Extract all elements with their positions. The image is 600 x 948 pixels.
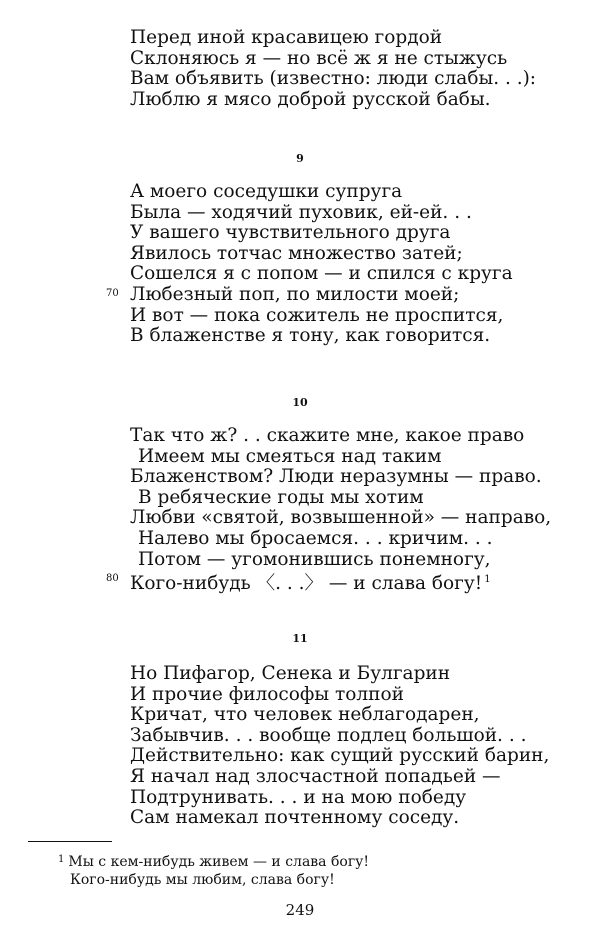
footnote-divider — [28, 841, 112, 842]
verse-line: У вашего чувствительного друга — [130, 222, 451, 244]
verse-line: А моего соседушки супруга — [130, 181, 403, 202]
verse-line: Перед иной красавицею гордой — [130, 27, 443, 48]
stanza-9 — [106, 181, 560, 347]
stanza-10 — [106, 425, 560, 595]
verse-line: Люблю я мясо доброй русской бабы. — [130, 88, 491, 110]
verse-line: Кричат, что человек неблагодарен, — [130, 704, 480, 726]
stanza-number: 11 — [292, 632, 308, 645]
verse-line: И вот — пока сожитель не проспится, — [130, 304, 504, 326]
verse-line: Так что ж? . . скажите мне, какое право — [130, 425, 525, 446]
verse-line: Налево мы бросаемся. . . кричим. . . — [138, 527, 493, 549]
verse-line: Имеем мы смеяться над таким — [138, 445, 442, 467]
verse-line: И прочие философы толпой — [130, 683, 404, 705]
verse-line: Сошелся я с попом — и спился с круга — [130, 263, 513, 285]
stanza-11 — [130, 664, 560, 829]
verse-text: Любезный поп, по милости моей; — [130, 283, 460, 305]
verse-line: Забывчив. . . вообще подлец большой. . . — [130, 724, 527, 746]
stanza-number: 10 — [292, 396, 308, 409]
verse-line: Склоняюсь я — но всё ж я не стыжусь — [130, 47, 508, 69]
verse-line: Блаженством? Люди неразумны — право. — [130, 466, 542, 488]
footnote-marker: 1 — [484, 574, 491, 586]
verse-line: Вам объявить (известно: люди слабы. . .): — [130, 68, 537, 90]
footnote-line: Кого-нибудь мы любим, слава богу! — [70, 872, 335, 888]
stanza-8-tail — [130, 28, 560, 110]
footnote — [58, 851, 369, 889]
verse-line-numbered — [106, 283, 560, 306]
verse-line: Действительно: как сущий русский барин, — [130, 745, 550, 767]
line-number: 80 — [106, 573, 119, 585]
verse-line: В блаженстве я тону, как говорится. — [130, 325, 491, 347]
verse-line: Была — ходячий пуховик, ей-ей. . . — [130, 201, 472, 223]
verse-line-numbered — [106, 570, 560, 595]
verse-line: Я начал над злосчастной попадьей — — [130, 765, 501, 787]
footnote-line — [58, 851, 369, 871]
page-number: 249 — [285, 901, 315, 919]
verse-line: Сам намекал почтенному соседу. — [130, 807, 460, 829]
verse-line: Явилось тотчас множество затей; — [130, 242, 463, 264]
verse-text: Кого-нибудь 〈. . .〉 — и слава богу! — [130, 573, 483, 595]
verse-line: Потом — угомонившись понемногу, — [138, 548, 491, 570]
line-number: 70 — [106, 287, 119, 299]
verse-line: Но Пифагор, Сенека и Булгарин — [130, 663, 451, 684]
stanza-number: 9 — [296, 152, 304, 165]
footnote-mark: 1 — [58, 854, 65, 865]
footnote-text: Мы с кем-нибудь живем — и слава богу! — [68, 854, 370, 870]
verse-line: В ребяческие годы мы хотим — [138, 486, 424, 508]
verse-line: Любви «святой, возвышенной» — направо, — [130, 507, 552, 529]
verse-line: Подтрунивать. . . и на мою победу — [130, 786, 467, 808]
